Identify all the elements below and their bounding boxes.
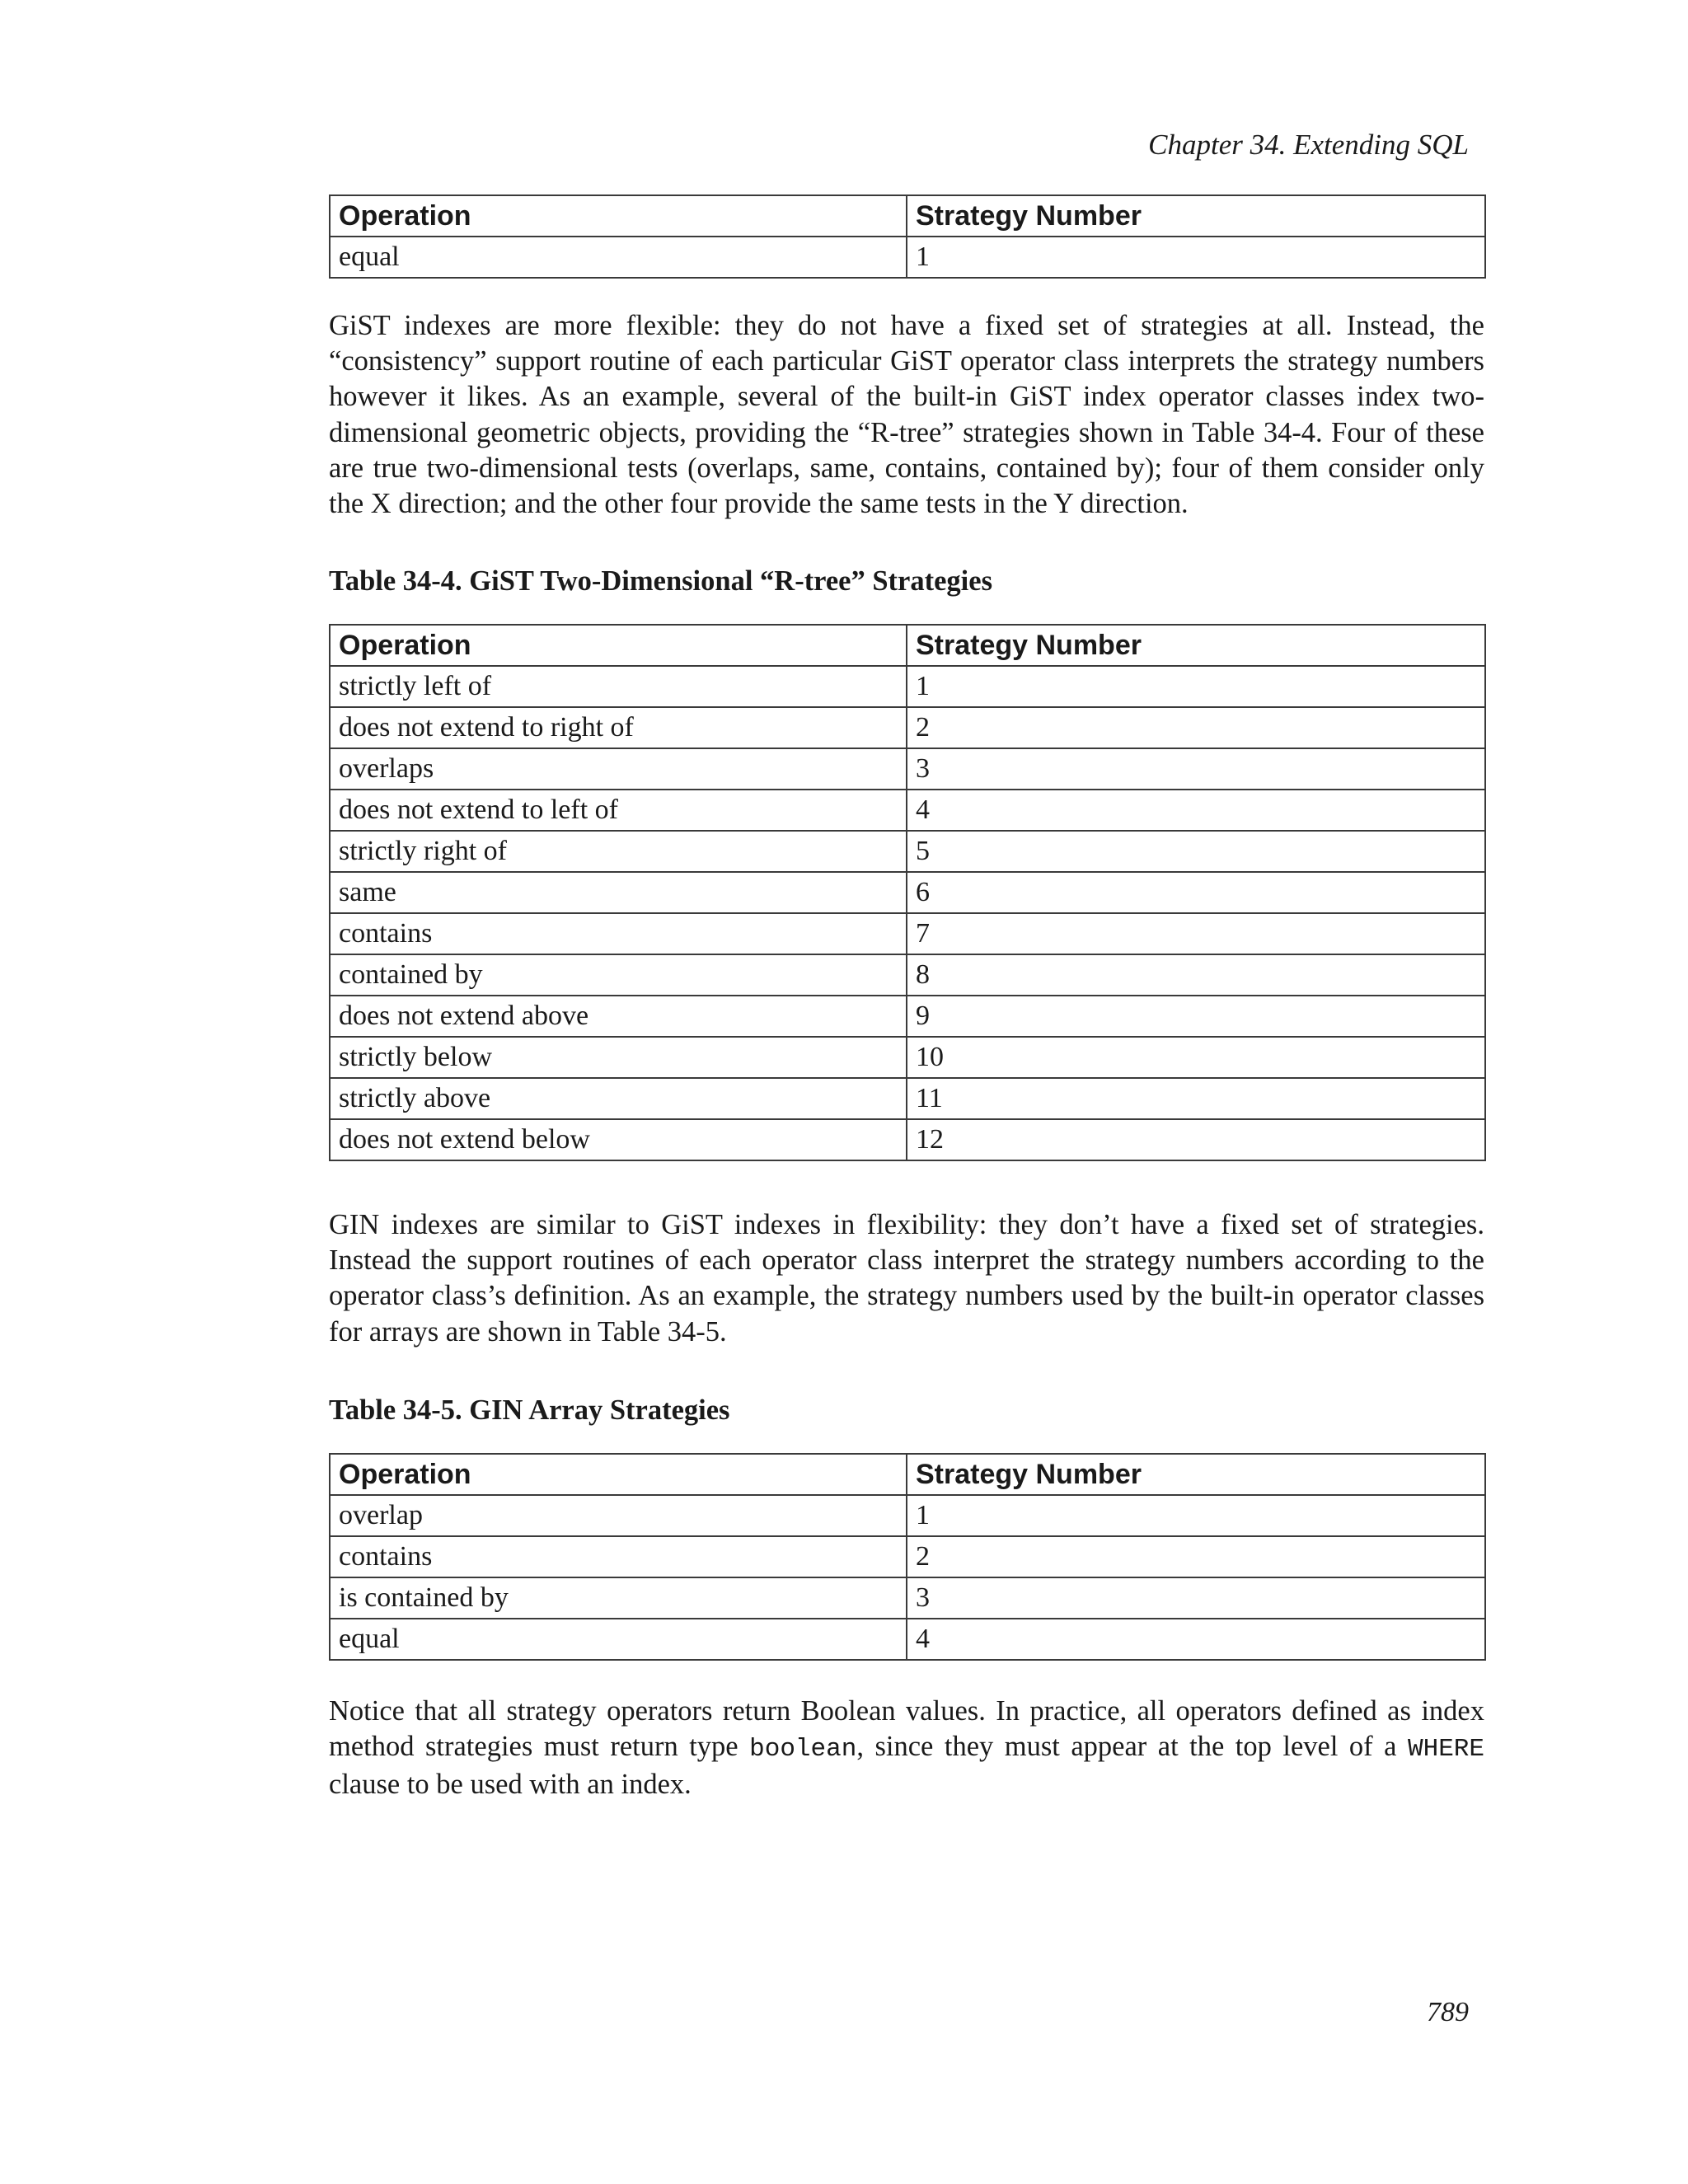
column-header-operation: Operation	[330, 625, 907, 666]
cell-operation: does not extend above	[330, 996, 907, 1037]
table-row	[330, 1037, 1485, 1078]
column-header-strategy-number: Strategy Number	[907, 195, 1485, 237]
paragraph-gin-text: GIN indexes are similar to GiST indexes in flexibility: they don’t have a fixed set of strategies. Instead the support routines of each operator class interpret the strategy numbers according to the operator class’s definition. As an example, the strategy numbers used by the built-in operator classes for arrays are shown in Table 34-5.	[329, 1209, 1484, 1347]
cell-strategy-number: 3	[907, 1577, 1485, 1619]
paragraph-gist-text: GiST indexes are more flexible: they do not have a fixed set of strategies at all. Instead, the “consistency” support routine of each particular GiST operator class interprets the strategy numbers however it likes. As an example, several of the built-in GiST index operator classes index two-dimensional geometric objects, providing the “R-tree” strategies shown in Table 34-4. Four of these are true two-dimensional tests (overlaps, same, contains, contained by); four of them consider only the X direction; and the other four provide the same tests in the Y direction.	[329, 310, 1484, 520]
cell-strategy-number: 1	[907, 666, 1485, 707]
cell-operation: contains	[330, 1536, 907, 1577]
table-row	[330, 237, 1485, 278]
cell-operation: equal	[330, 237, 907, 278]
cell-strategy-number: 8	[907, 954, 1485, 996]
cell-strategy-number: 4	[907, 1619, 1485, 1660]
cell-strategy-number: 12	[907, 1119, 1485, 1160]
table-row	[330, 996, 1485, 1037]
running-header: Chapter 34. Extending SQL	[1148, 129, 1469, 161]
table-34-5-caption-wrapper	[329, 1390, 1484, 1430]
table-row	[330, 666, 1485, 707]
cell-strategy-number: 11	[907, 1078, 1485, 1119]
table-row	[330, 1619, 1485, 1660]
page-number: 789	[1427, 1997, 1469, 2027]
table-row	[330, 707, 1485, 748]
table-row	[330, 954, 1485, 996]
cell-strategy-number: 4	[907, 790, 1485, 831]
table-34-5-wrapper	[329, 1453, 1484, 1661]
paragraph-notice-text	[329, 1694, 1484, 1803]
cell-operation: contains	[330, 913, 907, 954]
cell-strategy-number: 6	[907, 872, 1485, 913]
cell-strategy-number: 3	[907, 748, 1485, 790]
table-row	[330, 1078, 1485, 1119]
table-row	[330, 872, 1485, 913]
cell-operation: strictly above	[330, 1078, 907, 1119]
table-34-4-caption: Table 34-4. GiST Two-Dimensional “R-tree” Strategies	[329, 565, 992, 597]
code-boolean: boolean	[749, 1735, 857, 1765]
table-34-5-caption: Table 34-5. GIN Array Strategies	[329, 1394, 730, 1426]
paragraph-notice	[329, 1694, 1484, 1803]
table-34-4	[329, 624, 1486, 1161]
cell-operation: overlap	[330, 1495, 907, 1536]
column-header-strategy-number: Strategy Number	[907, 1454, 1485, 1495]
code-where: WHERE	[1407, 1735, 1484, 1765]
table-row	[330, 1119, 1485, 1160]
table-row	[330, 1495, 1485, 1536]
cell-operation: contained by	[330, 954, 907, 996]
table-34-4-wrapper	[329, 624, 1484, 1161]
cell-strategy-number: 9	[907, 996, 1485, 1037]
cell-strategy-number: 1	[907, 237, 1485, 278]
cell-operation: strictly left of	[330, 666, 907, 707]
cell-operation: strictly right of	[330, 831, 907, 872]
cell-strategy-number: 2	[907, 707, 1485, 748]
cell-operation: does not extend below	[330, 1119, 907, 1160]
cell-operation: strictly below	[330, 1037, 907, 1078]
table-34-5	[329, 1453, 1486, 1661]
table-header-row	[330, 1454, 1485, 1495]
column-header-strategy-number: Strategy Number	[907, 625, 1485, 666]
table-row	[330, 1577, 1485, 1619]
notice-text-part-2: , since they must appear at the top level of a	[856, 1731, 1408, 1763]
cell-strategy-number: 1	[907, 1495, 1485, 1536]
table-row	[330, 1536, 1485, 1577]
table-header-row	[330, 195, 1485, 237]
cell-operation: equal	[330, 1619, 907, 1660]
column-header-operation: Operation	[330, 1454, 907, 1495]
table-top-wrapper	[329, 194, 1484, 279]
cell-strategy-number: 2	[907, 1536, 1485, 1577]
table-row	[330, 790, 1485, 831]
cell-strategy-number: 7	[907, 913, 1485, 954]
table-header-row	[330, 625, 1485, 666]
cell-operation: does not extend to left of	[330, 790, 907, 831]
strategy-table-continued	[329, 194, 1486, 279]
notice-text-part-1: Notice that all strategy operators return Boolean values. In practice, all operators defined as index method strategies must return type	[329, 1695, 1484, 1763]
table-row	[330, 913, 1485, 954]
table-row	[330, 748, 1485, 790]
paragraph-gist	[329, 308, 1484, 522]
cell-operation: overlaps	[330, 748, 907, 790]
cell-operation: same	[330, 872, 907, 913]
table-row	[330, 831, 1485, 872]
column-header-operation: Operation	[330, 195, 907, 237]
notice-text-part-3: clause to be used with an index.	[329, 1769, 692, 1801]
table-34-4-caption-wrapper	[329, 561, 1484, 601]
cell-strategy-number: 10	[907, 1037, 1485, 1078]
cell-operation: does not extend to right of	[330, 707, 907, 748]
cell-operation: is contained by	[330, 1577, 907, 1619]
cell-strategy-number: 5	[907, 831, 1485, 872]
paragraph-gin	[329, 1207, 1484, 1350]
